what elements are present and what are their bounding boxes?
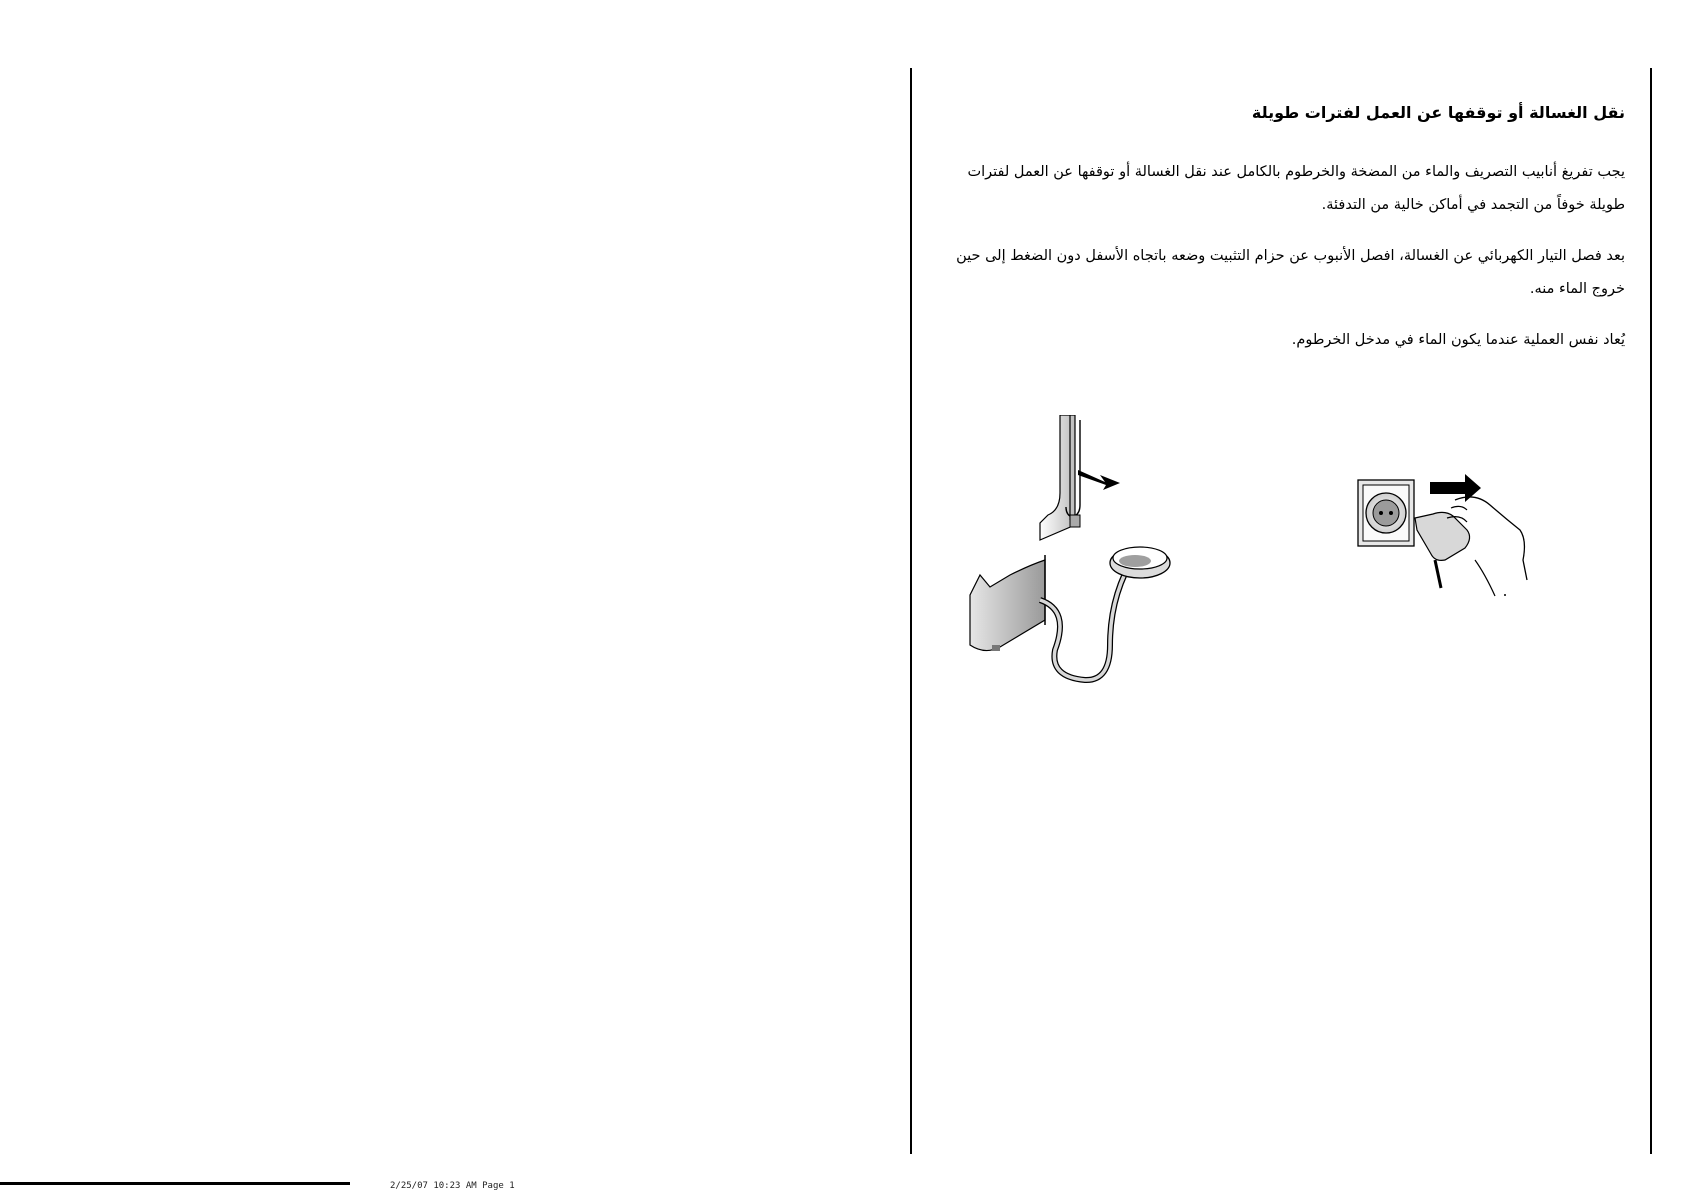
manual-section [955, 100, 1625, 375]
paragraph-disconnect-hose: بعد فصل التيار الكهربائي عن الغسالة، افصل الأنبوب عن حزام التثبيت وضعه باتجاه الأسفل دون الضغط إلى حين خروج الماء منه. [956, 248, 1625, 297]
footer-print-code: 2/25/07 10:23 AM Page 1 [390, 1181, 515, 1191]
unplug-socket-icon [1355, 470, 1535, 605]
paragraph-repeat-inlet: يُعاد نفس العملية عندما يكون الماء في مدخل الخرطوم. [1291, 332, 1625, 348]
drain-hose-bowl-icon [960, 415, 1230, 685]
column-divider-left [910, 68, 912, 1154]
paragraph-drain-hoses: يجب تفريغ أنابيب التصريف والماء من المضخة والخرطوم بالكامل عند نقل الغسالة أو توقفها عن العمل لفترات طويلة خوفاً من التجمد في أماكن خالية من التدفئة. [967, 164, 1625, 213]
column-divider-right [1650, 68, 1652, 1154]
footer-crop-bar [0, 1182, 350, 1185]
section-title: نقل الغسالة أو توقفها عن العمل لفترات طويلة [1251, 103, 1625, 122]
